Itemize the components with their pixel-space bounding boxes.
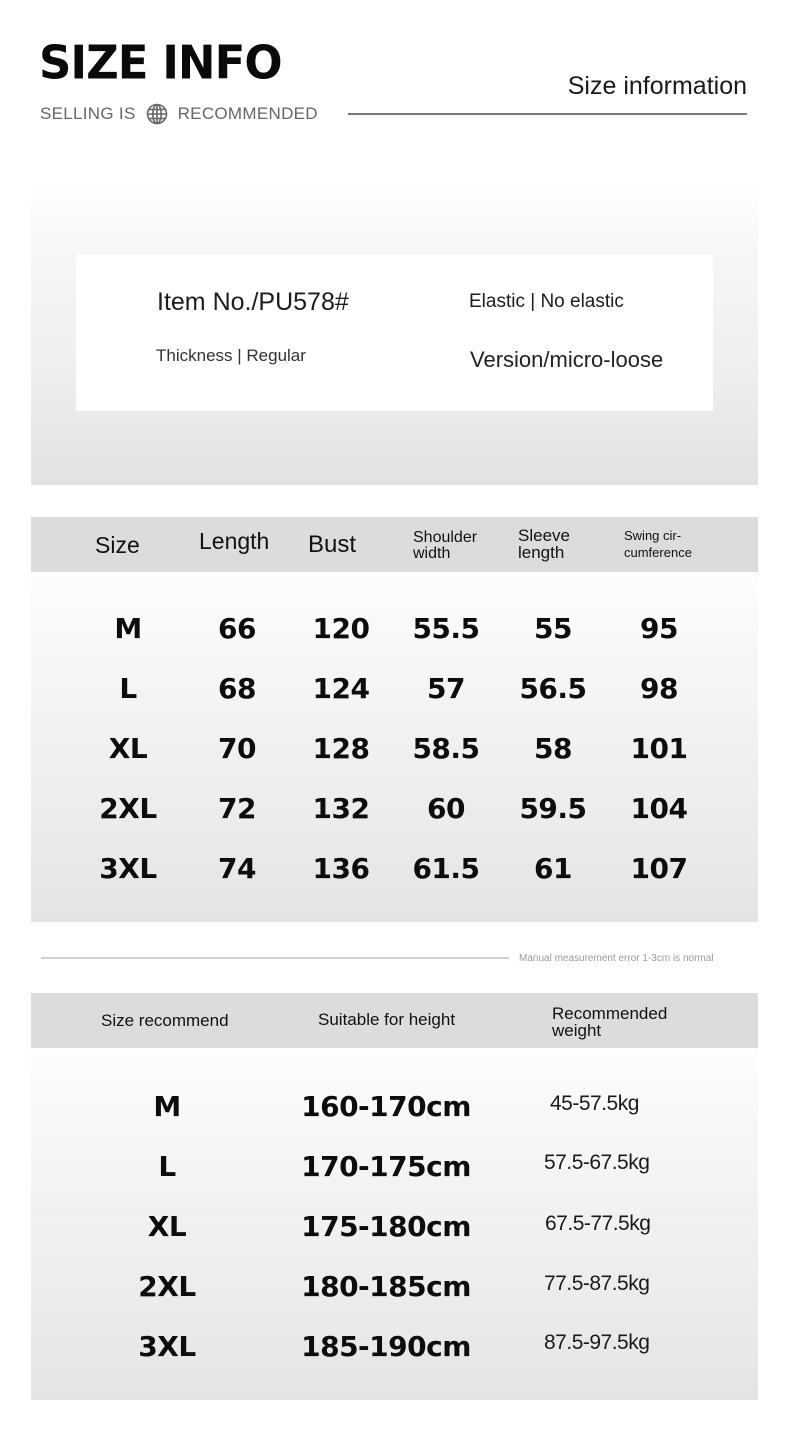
- sleeve-cell: 58: [534, 732, 572, 765]
- bust-cell: 120: [312, 612, 370, 645]
- size-cell: XL: [108, 732, 148, 765]
- subtitle: [40, 102, 318, 126]
- length-cell: 70: [218, 732, 256, 765]
- header-shoulder-width: Shoulder width: [413, 529, 478, 562]
- sleeve-cell: 56.5: [519, 672, 587, 705]
- header-size-recommend: Size recommend: [101, 1011, 229, 1030]
- shoulder-cell: 57: [427, 672, 465, 705]
- weight-cell: 45-57.5kg: [550, 1092, 639, 1115]
- product-info-card: [76, 254, 713, 411]
- version-info: Version/micro-loose: [470, 347, 664, 372]
- size-cell: XL: [147, 1210, 187, 1243]
- product-info-panel: [31, 182, 758, 485]
- size-table-header: [31, 517, 758, 572]
- height-cell: 180-185cm: [301, 1270, 471, 1303]
- length-cell: 74: [218, 852, 256, 885]
- height-cell: 175-180cm: [301, 1210, 471, 1243]
- swing-cell: 98: [640, 672, 678, 705]
- shoulder-cell: 58.5: [412, 732, 480, 765]
- page-title: SIZE INFO: [39, 35, 282, 90]
- weight-cell: 87.5-97.5kg: [544, 1331, 650, 1354]
- weight-cell: 67.5-77.5kg: [545, 1212, 651, 1235]
- swing-cell: 107: [630, 852, 688, 885]
- weight-cell: 57.5-67.5kg: [544, 1151, 650, 1174]
- shoulder-cell: 55.5: [412, 612, 480, 645]
- length-cell: 66: [218, 612, 256, 645]
- header-sleeve-length: Sleeve length: [518, 526, 570, 562]
- header-length: Length: [199, 528, 270, 554]
- height-cell: 160-170cm: [301, 1090, 471, 1123]
- sleeve-cell: 55: [534, 612, 572, 645]
- item-number: Item No./PU578#: [157, 288, 349, 316]
- header-bust: Bust: [308, 531, 357, 558]
- height-cell: 185-190cm: [301, 1330, 471, 1363]
- sleeve-cell: 59.5: [519, 792, 587, 825]
- weight-cell: 77.5-87.5kg: [544, 1272, 650, 1295]
- size-cell: 3XL: [99, 852, 157, 885]
- header-suitable-height: Suitable for height: [318, 1010, 456, 1029]
- recommend-table-header: [31, 993, 758, 1048]
- bust-cell: 136: [312, 852, 370, 885]
- bust-cell: 124: [312, 672, 370, 705]
- header-divider: [348, 113, 747, 115]
- size-cell: M: [114, 612, 142, 645]
- shoulder-cell: 60: [427, 792, 465, 825]
- thickness-info: Thickness | Regular: [156, 346, 306, 365]
- swing-cell: 95: [640, 612, 678, 645]
- shoulder-cell: 61.5: [412, 852, 480, 885]
- note-divider: [41, 957, 509, 959]
- header-recommended-weight: Recommended weight: [552, 1004, 668, 1040]
- size-table-body: [31, 572, 758, 922]
- sleeve-cell: 61: [534, 852, 572, 885]
- header-size: Size: [95, 532, 140, 558]
- size-cell: 3XL: [138, 1330, 196, 1363]
- bust-cell: 128: [312, 732, 370, 765]
- size-cell: M: [153, 1090, 181, 1123]
- recommend-table-body: [31, 1048, 758, 1400]
- header-swing-circumference: Swing cir- cumference: [624, 528, 692, 560]
- subtitle-right: RECOMMENDED: [177, 104, 318, 123]
- swing-cell: 104: [630, 792, 688, 825]
- globe-icon: [146, 103, 168, 125]
- bust-cell: 132: [312, 792, 370, 825]
- length-cell: 72: [218, 792, 256, 825]
- size-information-label: Size information: [567, 72, 747, 100]
- elastic-info: Elastic | No elastic: [469, 291, 624, 312]
- subtitle-left: SELLING IS: [40, 104, 136, 123]
- size-cell: 2XL: [138, 1270, 196, 1303]
- height-cell: 170-175cm: [301, 1150, 471, 1183]
- size-cell: L: [158, 1150, 176, 1183]
- length-cell: 68: [218, 672, 256, 705]
- measurement-note: Manual measurement error 1-3cm is normal: [519, 953, 714, 964]
- size-cell: 2XL: [99, 792, 157, 825]
- swing-cell: 101: [630, 732, 688, 765]
- size-cell: L: [119, 672, 137, 705]
